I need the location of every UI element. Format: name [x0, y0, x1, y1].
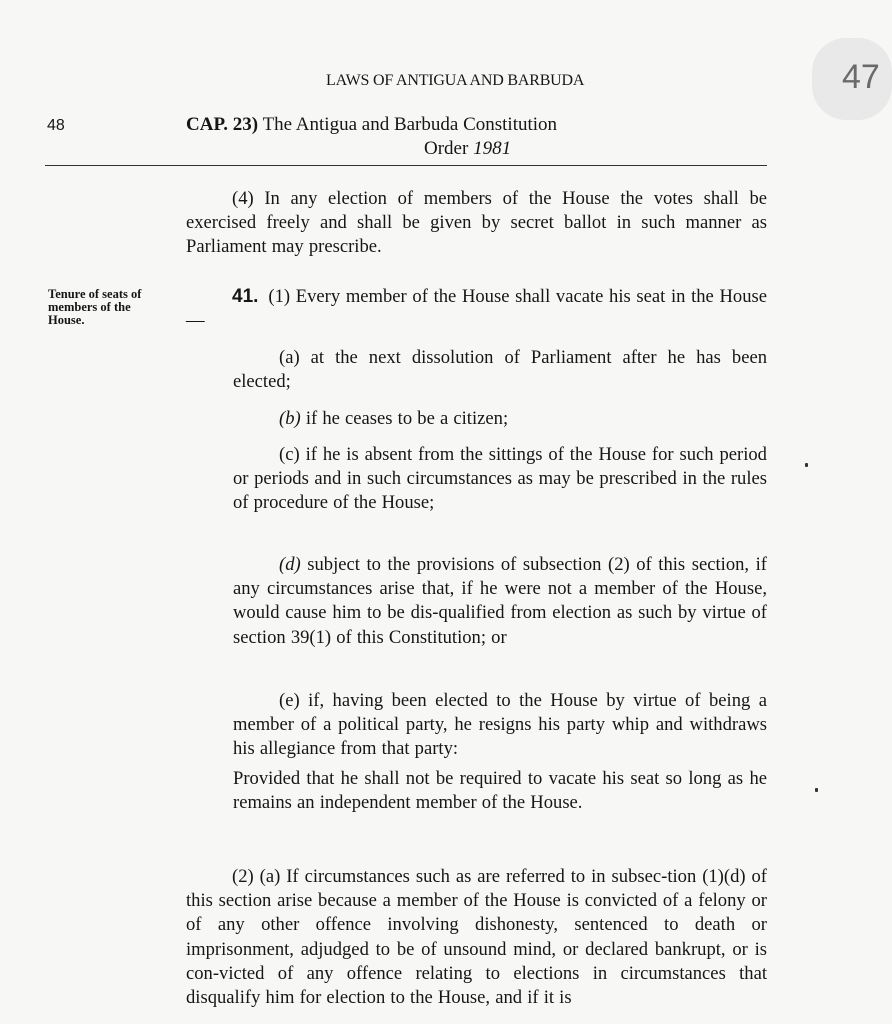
subsection-2-text: If circumstances such as are referred to in subsec-tion (1)(d) of this section arise because a member of the House is convicted of a felony or of any other offence involving dishonesty, sentenced to death or imprisonment, adjudged to be of unsound mind, or declared bankrupt, or is con-victed of any offence relating to elections in circumstances that disqualify him for election to the House, and if it is [186, 866, 767, 1009]
doc-title: The Antigua and Barbuda Constitution [262, 114, 558, 135]
order-year: 1981 [473, 138, 512, 159]
running-header: LAWS OF ANTIGUA AND BARBUDA [326, 72, 585, 89]
clause-c [233, 443, 767, 516]
clause-c-text: if he is absent from the sittings of the House for such period or periods and in such circumstances as may be prescribed in the rules of procedure of the House; [233, 444, 767, 514]
speck-mark [805, 463, 808, 467]
proviso: Provided that he shall not be required to vacate his seat so long as he remains an independent member of the House. [233, 768, 767, 814]
clause-b-label: (b) [279, 408, 301, 429]
paragraph-4: (4) In any election of members of the House the votes shall be exercised freely and shall be given by secret ballot in such manner as Parliament may prescribe. [186, 188, 767, 258]
speck-mark [815, 788, 818, 792]
order-word: Order [424, 138, 469, 159]
clause-e-text: if, having been elected to the House by virtue of being a member of a political party, he resigns his party whip and withdraws his allegiance from that party: [233, 690, 767, 760]
page-number: 48 [47, 117, 65, 134]
clause-a-text: at the next dissolution of Parliament after he has been elected; [233, 347, 767, 393]
clause-b [233, 407, 767, 431]
clause-a-label: (a) [279, 347, 300, 368]
section-41-intro [186, 285, 767, 333]
cap-title-line [186, 114, 557, 136]
cap-label: CAP. 23) [186, 114, 259, 135]
clause-d-label: (d) [279, 554, 301, 575]
header-rule [45, 165, 767, 166]
clause-b-text: if he ceases to be a citizen; [305, 408, 509, 429]
section-41-intro-text: (1) Every member of the House shall vacate his seat in the House— [186, 286, 767, 332]
margin-note: Tenure of seats of members of the House. [48, 287, 142, 327]
clause-d [233, 553, 767, 650]
order-line [424, 138, 511, 160]
clause-a [233, 346, 767, 394]
clause-e [233, 689, 767, 762]
next-page-number: 47 [842, 58, 880, 96]
subsection-2-label: (2) (a) [232, 866, 281, 887]
subsection-2 [186, 865, 767, 1010]
section-number: 41. [232, 286, 259, 307]
clause-e-label: (e) [279, 690, 300, 711]
clause-d-text: subject to the provisions of subsection (2) of this section, if any circumstances arise that, if he were not a member of the House, would cause him to be dis-qualified from election as such by virtue of section 39(1) of this Constitution; or [233, 554, 767, 648]
clause-c-label: (c) [279, 444, 300, 465]
